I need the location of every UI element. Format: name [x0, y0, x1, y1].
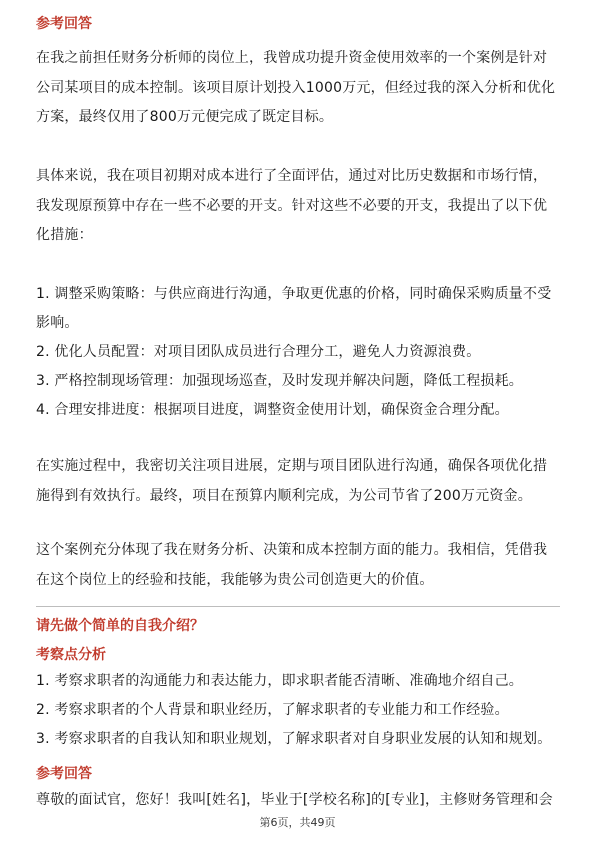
measure-item-1: 1. 调整采购策略：与供应商进行沟通，争取更优惠的价格，同时确保采购质量不受影响。: [36, 286, 552, 331]
self-intro-answer-text: 尊敬的面试官，您好！我叫[姓名]，毕业于[学校名称]的[专业]，主修财务管理和会: [36, 792, 553, 808]
answer-paragraph-1: 在我之前担任财务分析师的岗位上，我曾成功提升资金使用效率的一个案例是针对公司某项目的成本控制。该项目原计划投入1000万元，但经过我的深入分析和优化方案，最终仅用了800万元便完成了既定目标。: [36, 50, 556, 125]
answer-paragraph-3: 在实施过程中，我密切关注项目进展，定期与项目团队进行沟通，确保各项优化措施得到有效执行。最终，项目在预算内顺利完成，为公司节省了200万元资金。: [36, 458, 548, 504]
answer-paragraph-2: 具体来说，我在项目初期对成本进行了全面评估，通过对比历史数据和市场行情，我发现原预算中存在一些不必要的开支。针对这些不必要的开支，我提出了以下优化措施：: [36, 168, 548, 243]
measure-item-3: 3. 严格控制现场管理：加强现场巡查，及时发现并解决问题，降低工程损耗。: [36, 373, 524, 389]
analysis-heading: 考察点分析: [36, 647, 106, 663]
section-divider: [36, 606, 560, 607]
analysis-item-3: 3. 考察求职者的自我认知和职业规划，了解求职者对自身职业发展的认知和规划。: [36, 731, 552, 747]
measure-item-4: 4. 合理安排进度：根据项目进度，调整资金使用计划，确保资金合理分配。: [36, 402, 509, 418]
measure-item-2: 2. 优化人员配置：对项目团队成员进行合理分工，避免人力资源浪费。: [36, 344, 481, 360]
reference-answer-heading-2: 参考回答: [36, 766, 92, 782]
page-number-footer: 第6页，共49页: [259, 816, 336, 829]
answer-paragraph-4: 这个案例充分体现了我在财务分析、决策和成本控制方面的能力。我相信，凭借我在这个岗位上的经验和技能，我能够为贵公司创造更大的价值。: [36, 542, 548, 588]
analysis-item-2: 2. 考察求职者的个人背景和职业经历，了解求职者的专业能力和工作经验。: [36, 702, 509, 718]
analysis-item-1: 1. 考察求职者的沟通能力和表达能力，即求职者能否清晰、准确地介绍自己。: [36, 673, 524, 689]
question-title: 请先做个简单的自我介绍？: [36, 618, 204, 634]
reference-answer-heading: 参考回答: [36, 16, 92, 32]
